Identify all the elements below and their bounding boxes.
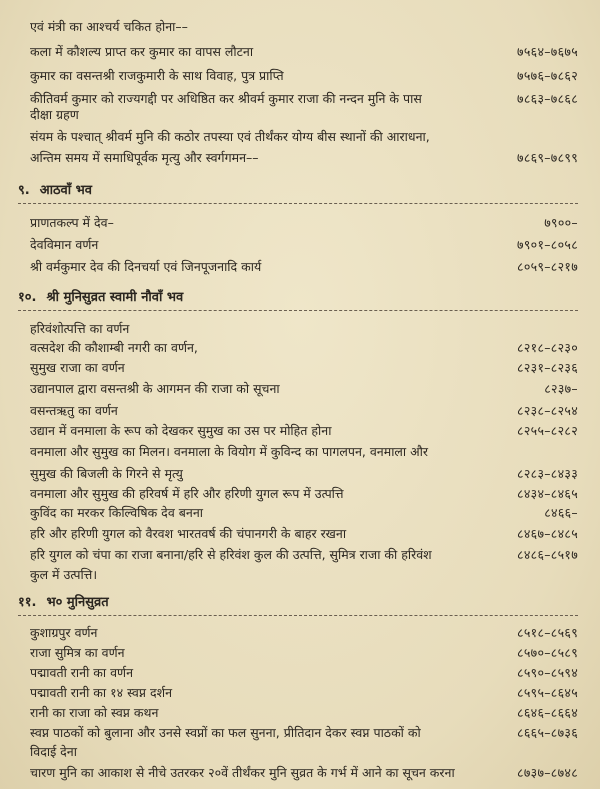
entry-pages: ८४६७–८४८५ [517, 526, 578, 541]
entry-text: उद्यान में वनमाला के रूप को देखकर सुमुख का उस पर मोहित होना [30, 423, 332, 438]
entry-pages: ७८६९–७८९९ [517, 150, 578, 165]
entry-pages: ८५९५–८६४५ [517, 685, 578, 700]
entry-text: राजा सुमित्र का वर्णन [30, 645, 125, 660]
section-heading [0, 182, 600, 200]
entry-text: अन्तिम समय में समाधिपूर्वक मृत्यु और स्वर्गगमन–– [30, 150, 259, 165]
entry-pages: ८२३७– [544, 381, 578, 396]
section-name: आठवाँ भव [39, 183, 93, 198]
entry-pages: ८६६५–८७३६ [517, 725, 578, 740]
list-item [0, 339, 600, 357]
list-item [0, 258, 600, 276]
list-item [0, 546, 600, 564]
entry-text: सुमुख राजा का वर्णन [30, 360, 125, 375]
entry-pages: ८२५५–८२८२ [517, 423, 578, 438]
list-item [0, 624, 600, 642]
section-number: १०. [18, 290, 37, 305]
list-item [0, 644, 600, 662]
list-item [0, 106, 600, 124]
entry-pages: ८५९०–८५९४ [517, 665, 578, 680]
entry-pages: ८४६६– [544, 505, 578, 520]
entry-text: एवं मंत्री का आश्चर्य चकित होना–– [30, 19, 188, 34]
list-item [0, 525, 600, 543]
list-item [0, 67, 600, 85]
section-title [18, 594, 109, 612]
list-item [0, 320, 600, 338]
entry-pages: ७५६४–७६७५ [517, 44, 578, 59]
entry-pages: ८५१८–८५६९ [517, 625, 578, 640]
list-item [0, 443, 600, 461]
entry-text: कुल में उत्पत्ति। [30, 567, 98, 582]
section-heading [0, 289, 600, 307]
entry-pages: ७८६३–७८६८ [517, 91, 578, 106]
dashed-rule [18, 203, 578, 204]
section-number: ९. [18, 183, 30, 198]
list-item [0, 214, 600, 232]
list-item [0, 465, 600, 483]
entry-text: पद्मावती रानी का १४ स्वप्न दर्शन [30, 685, 173, 700]
entry-text: कुमार का वसन्तश्री राजकुमारी के साथ विवाह, पुत्र प्राप्ति [30, 68, 284, 83]
list-item [0, 43, 600, 61]
entry-text: श्री वर्मकुमार देव की दिनचर्या एवं जिनपूजनादि कार्य [30, 259, 262, 274]
section-number: ११. [18, 595, 37, 610]
list-item [0, 504, 600, 522]
list-item [0, 236, 600, 254]
entry-text: दीक्षा ग्रहण [30, 107, 79, 122]
list-item [0, 422, 600, 440]
entry-pages: ८२३८–८२५४ [517, 403, 578, 418]
dashed-rule [18, 310, 578, 311]
entry-text: वत्सदेश की कौशाम्बी नगरी का वर्णन, [30, 340, 198, 355]
list-item [0, 664, 600, 682]
section-title [18, 289, 183, 307]
section-name: भ० मुनिसुव्रत [46, 595, 109, 610]
entry-text: विदाई देना [30, 744, 77, 759]
entry-text: वनमाला और सुमुख की हरिवर्ष में हरि और हरिणी युगल रूप में उत्पत्ति [30, 486, 344, 501]
entry-text: कुविंद का मरकर किल्विषिक देव बनना [30, 505, 203, 520]
entry-text: संयम के पश्चात् श्रीवर्म मुनि की कठोर तपस्या एवं तीर्थंकर योग्य बीस स्थानों की आराधना, [30, 129, 430, 144]
entry-text: हरि युगल को चंपा का राजा बनाना/हरि से हरिवंश कुल की उत्पत्ति, सुमित्र राजा की हरिवंश [30, 547, 432, 562]
entry-pages: ८४८६–८५१७ [517, 547, 578, 562]
entry-text: सुमुख की बिजली के गिरने से मृत्यु [30, 466, 183, 481]
entry-pages: ८५७०–८५८९ [517, 645, 578, 660]
entry-text: पद्मावती रानी का वर्णन [30, 665, 134, 680]
list-item [0, 402, 600, 420]
entry-pages: ८४३४–८४६५ [517, 486, 578, 501]
entry-pages: ७९००– [544, 215, 578, 230]
list-item [0, 566, 600, 584]
section-title [18, 182, 92, 200]
dashed-rule [18, 615, 578, 616]
entry-pages: ७५७६–७८६२ [517, 68, 578, 83]
entry-text: स्वप्न पाठकों को बुलाना और उनसे स्वप्नों का फल सुनना, प्रीतिदान देकर स्वप्न पाठकों को [30, 725, 421, 740]
list-item [0, 485, 600, 503]
entry-text: उद्यानपाल द्वारा वसन्तश्री के आगमन की राजा को सूचना [30, 381, 280, 396]
entry-text: वसन्तऋतु का वर्णन [30, 403, 118, 418]
list-item [0, 764, 600, 782]
entry-pages: ८६४६–८६६४ [517, 705, 578, 720]
list-item [0, 704, 600, 722]
entry-text: कुशाग्रपुर वर्णन [30, 625, 98, 640]
entry-pages: ८२१८–८२३० [517, 340, 578, 355]
entry-text: वनमाला और सुमुख का मिलन। वनमाला के वियोग में कुविन्द का पागलपन, वनमाला और [30, 444, 429, 459]
entry-text: हरि और हरिणी युगल को वैरवश भारतवर्ष की चंपानगरी के बाहर रखना [30, 526, 347, 541]
entry-text: रानी का राजा को स्वप्न कथन [30, 705, 159, 720]
entry-pages: ८२८३–८४३३ [517, 466, 578, 481]
list-item [0, 684, 600, 702]
entry-text: देवविमान वर्णन [30, 237, 99, 252]
entry-text: हरिवंशोत्पत्ति का वर्णन [30, 321, 130, 336]
entry-pages: ८७३७–८७४८ [517, 765, 578, 780]
list-item [0, 743, 600, 761]
entry-text: प्राणतकल्प में देव– [30, 215, 114, 230]
entry-pages: ८२३१–८२३६ [517, 360, 578, 375]
section-name: श्री मुनिसुव्रत स्वामी नौवाँ भव [46, 290, 184, 305]
entry-text: कला में कौशल्य प्राप्त कर कुमार का वापस लौटना [30, 44, 254, 59]
entry-text: कीतिवर्म कुमार को राज्यगद्दी पर अधिष्ठित कर श्रीवर्म कुमार राजा की नन्दन मुनि के पास [30, 91, 422, 106]
list-item [0, 149, 600, 167]
entry-text: चारण मुनि का आकाश से नीचे उतरकर २०वें तीर्थंकर मुनि सुव्रत के गर्भ में आने का सूचन करना [30, 765, 455, 780]
section-heading [0, 594, 600, 612]
list-item [0, 359, 600, 377]
list-item [0, 18, 600, 36]
entry-pages: ७९०१–८०५८ [517, 237, 578, 252]
list-item [0, 724, 600, 742]
entry-pages: ८०५९–८२१७ [517, 259, 578, 274]
list-item [0, 380, 600, 398]
list-item [0, 128, 600, 146]
